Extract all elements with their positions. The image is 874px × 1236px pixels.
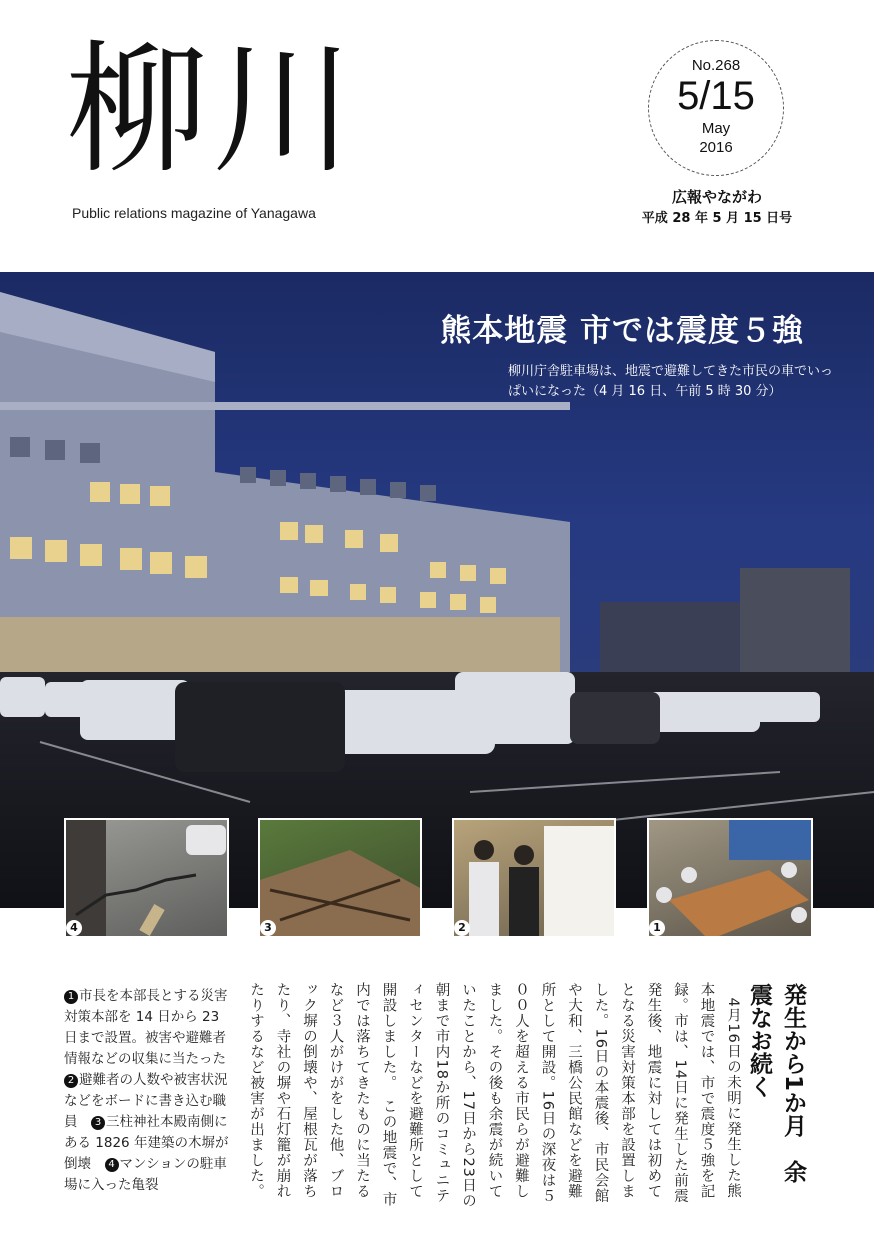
caption-text-4: マンションの駐車場に入った亀裂 <box>64 1156 227 1193</box>
collapsed-wall-illustration <box>260 820 422 938</box>
caption-number-2: 2 <box>64 1074 78 1088</box>
hero-headline: 熊本地震 市では震度５強 <box>440 313 804 349</box>
issue-year: 2016 <box>699 139 733 156</box>
magazine-subtitle: Public relations magazine of Yanagawa <box>72 205 316 221</box>
crack-illustration <box>66 820 229 938</box>
thumbnail-badge-3: 3 <box>260 920 276 936</box>
caption-text-3: 三柱神社本殿南側にある 1826 年建築の木塀が倒壊 <box>64 1114 229 1172</box>
thumbnail-disaster-meeting <box>647 818 813 938</box>
caption-text-1: 市長を本部長とする災害対策本部を 14 日から 23 日まで設置。被害や避難者情報などの収集に当たった <box>64 988 228 1067</box>
magazine-title: 柳川 <box>66 28 358 193</box>
issue-number: No.268 <box>691 57 741 74</box>
thumbnail-badge-1: 1 <box>649 920 665 936</box>
thumbnail-staff-board <box>452 818 616 938</box>
thumbnail-badge-2: 2 <box>454 920 470 936</box>
hero-caption: 柳川庁舎駐車場は、地震で避難してきた市民の車でいっぱいになった（4 月 16 日、午前 5 時 30 分） <box>508 364 834 399</box>
caption-1 <box>64 986 234 1070</box>
article-body: 4月16日の未明に発生した熊本地震では、市で震度５強を記録。市は、14日に発生した前震発生後、地震に対しては初めてとなる災害対策本部を設置しました。16日の本震後、市民会館や大和、三橋公民館などを避難所として開設。16日の深夜は５００人を超える市民らが避難しました。その後も余震が続いていたことから、17日から23日の朝まで市内18か所のコミュニティセンターなどを避難所として開設しました。 この地震で、市内では落ちてきたものに当たるなど３人がけがをした他、ブロック塀の倒壊や、屋根瓦が落ちたり、寺社の塀や石灯籠が崩れたりするなど被害が出ました。 <box>248 982 741 1209</box>
issue-month: May <box>701 120 731 137</box>
thumbnail-cracked-parking <box>64 818 229 938</box>
photo-captions <box>64 986 234 1196</box>
staff-board-illustration <box>454 820 616 938</box>
thumbnail-collapsed-wall <box>258 818 422 938</box>
caption-number-1: 1 <box>64 990 78 1004</box>
thumbnail-badge-4: 4 <box>66 920 82 936</box>
caption-text-2: 避難者の人数や被害状況などをボードに書き込む職員 <box>64 1072 228 1130</box>
issue-date: 5/15 <box>677 74 755 118</box>
caption-number-3: 3 <box>91 1116 105 1130</box>
magazine-name: 広報やながわ <box>671 188 762 206</box>
caption-number-4: 4 <box>105 1158 119 1172</box>
issue-badge <box>648 40 784 176</box>
article-headline: 発生から1か月 余震なお続く <box>746 983 806 1184</box>
era-date: 平成 28 年 5 月 15 日号 <box>641 211 793 226</box>
caption-2 <box>64 1070 234 1196</box>
meeting-illustration <box>649 820 813 938</box>
